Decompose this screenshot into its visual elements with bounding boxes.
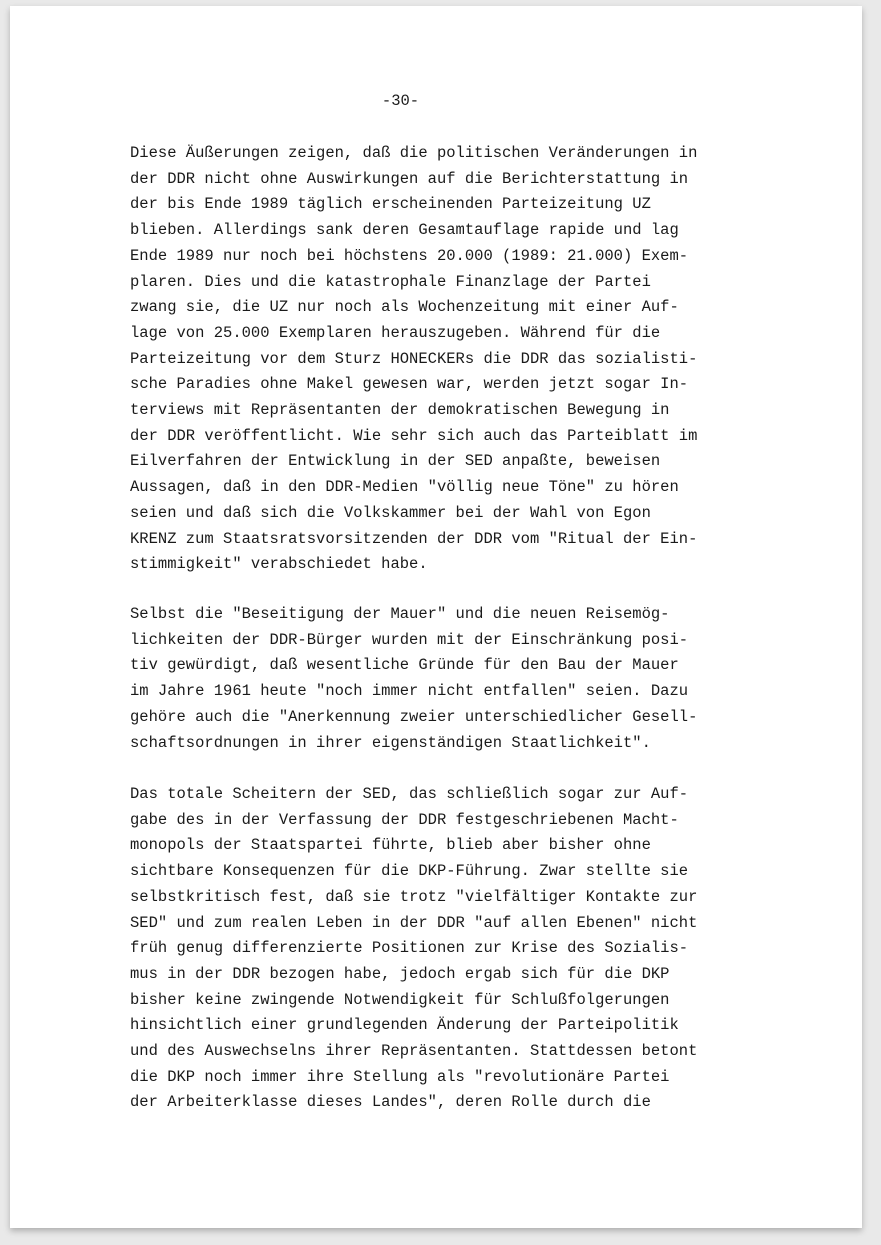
paragraph-2 bbox=[130, 602, 697, 756]
text-line: Aussagen, daß in den DDR-Medien "völlig neue Töne" zu hören bbox=[130, 478, 679, 497]
text-line: gehöre auch die "Anerkennung zweier unterschiedlicher Gesell- bbox=[130, 707, 698, 726]
text-line: schaftsordnungen in ihrer eigenständigen Staatlichkeit". bbox=[130, 733, 651, 752]
text-line: sche Paradies ohne Makel gewesen war, werden jetzt sogar In- bbox=[130, 375, 689, 394]
text-line: Das totale Scheitern der SED, das schließlich sogar zur Auf- bbox=[130, 785, 689, 803]
page-number: -30- bbox=[381, 92, 420, 110]
text-line: mus in der DDR bezogen habe, jedoch ergab sich für die DKP bbox=[130, 964, 670, 983]
text-line: sichtbare Konsequenzen für die DKP-Führung. Zwar stellte sie bbox=[130, 862, 689, 881]
text-line: der DDR veröffentlicht. Wie sehr sich auch das Parteiblatt im bbox=[130, 426, 698, 445]
text-line: zwang sie, die UZ nur noch als Wochenzeitung mit einer Auf- bbox=[130, 298, 679, 317]
text-line: terviews mit Repräsentanten der demokratischen Bewegung in bbox=[130, 401, 670, 420]
text-line: lichkeiten der DDR-Bürger wurden mit der Einschränkung posi- bbox=[130, 630, 689, 649]
text-line: der bis Ende 1989 täglich erscheinenden Parteizeitung UZ bbox=[130, 195, 651, 214]
text-line: tiv gewürdigt, daß wesentliche Gründe für den Bau der Mauer bbox=[130, 656, 679, 675]
text-line: Parteizeitung vor dem Sturz HONECKERs die DDR das sozialisti- bbox=[130, 349, 698, 368]
text-line: stimmigkeit" verabschiedet habe. bbox=[130, 555, 428, 574]
text-line: seien und daß sich die Volkskammer bei der Wahl von Egon bbox=[130, 503, 651, 522]
paragraph-3 bbox=[130, 782, 697, 1116]
text-line: der Arbeiterklasse dieses Landes", deren Rolle durch die bbox=[130, 1093, 651, 1112]
text-line: bisher keine zwingende Notwendigkeit für Schlußfolgerungen bbox=[130, 990, 670, 1009]
text-line: der DDR nicht ohne Auswirkungen auf die Berichterstattung in bbox=[130, 169, 689, 188]
text-line: früh genug differenzierte Positionen zur Krise des Sozialis- bbox=[130, 939, 689, 958]
text-line: Diese Äußerungen zeigen, daß die politischen Veränderungen in bbox=[130, 144, 698, 162]
text-line: hinsichtlich einer grundlegenden Änderung der Parteipolitik bbox=[130, 1016, 679, 1035]
text-line: selbstkritisch fest, daß sie trotz "vielfältiger Kontakte zur bbox=[130, 887, 698, 906]
text-line: Eilverfahren der Entwicklung in der SED anpaßte, beweisen bbox=[130, 452, 661, 471]
document-page bbox=[10, 6, 862, 1228]
text-line: und des Auswechselns ihrer Repräsentanten. Stattdessen betont bbox=[130, 1042, 698, 1061]
text-line: plaren. Dies und die katastrophale Finanzlage der Partei bbox=[130, 272, 651, 291]
text-line: Selbst die "Beseitigung der Mauer" und die neuen Reisemög- bbox=[130, 605, 670, 623]
text-line: KRENZ zum Staatsratsvorsitzenden der DDR vom "Ritual der Ein- bbox=[130, 529, 698, 548]
text-line: im Jahre 1961 heute "noch immer nicht entfallen" seien. Dazu bbox=[130, 682, 689, 701]
text-line: lage von 25.000 Exemplaren herauszugeben. Während für die bbox=[130, 323, 661, 342]
text-line: Ende 1989 nur noch bei höchstens 20.000 (1989: 21.000) Exem- bbox=[130, 246, 689, 265]
text-line: blieben. Allerdings sank deren Gesamtauflage rapide und lag bbox=[130, 221, 679, 240]
text-line: gabe des in der Verfassung der DDR festgeschriebenen Macht- bbox=[130, 810, 679, 829]
text-line: monopols der Staatspartei führte, blieb aber bisher ohne bbox=[130, 836, 651, 855]
text-line: SED" und zum realen Leben in der DDR "auf allen Ebenen" nicht bbox=[130, 913, 698, 932]
paragraph-1 bbox=[130, 141, 697, 578]
text-line: die DKP noch immer ihre Stellung als "revolutionäre Partei bbox=[130, 1067, 670, 1086]
